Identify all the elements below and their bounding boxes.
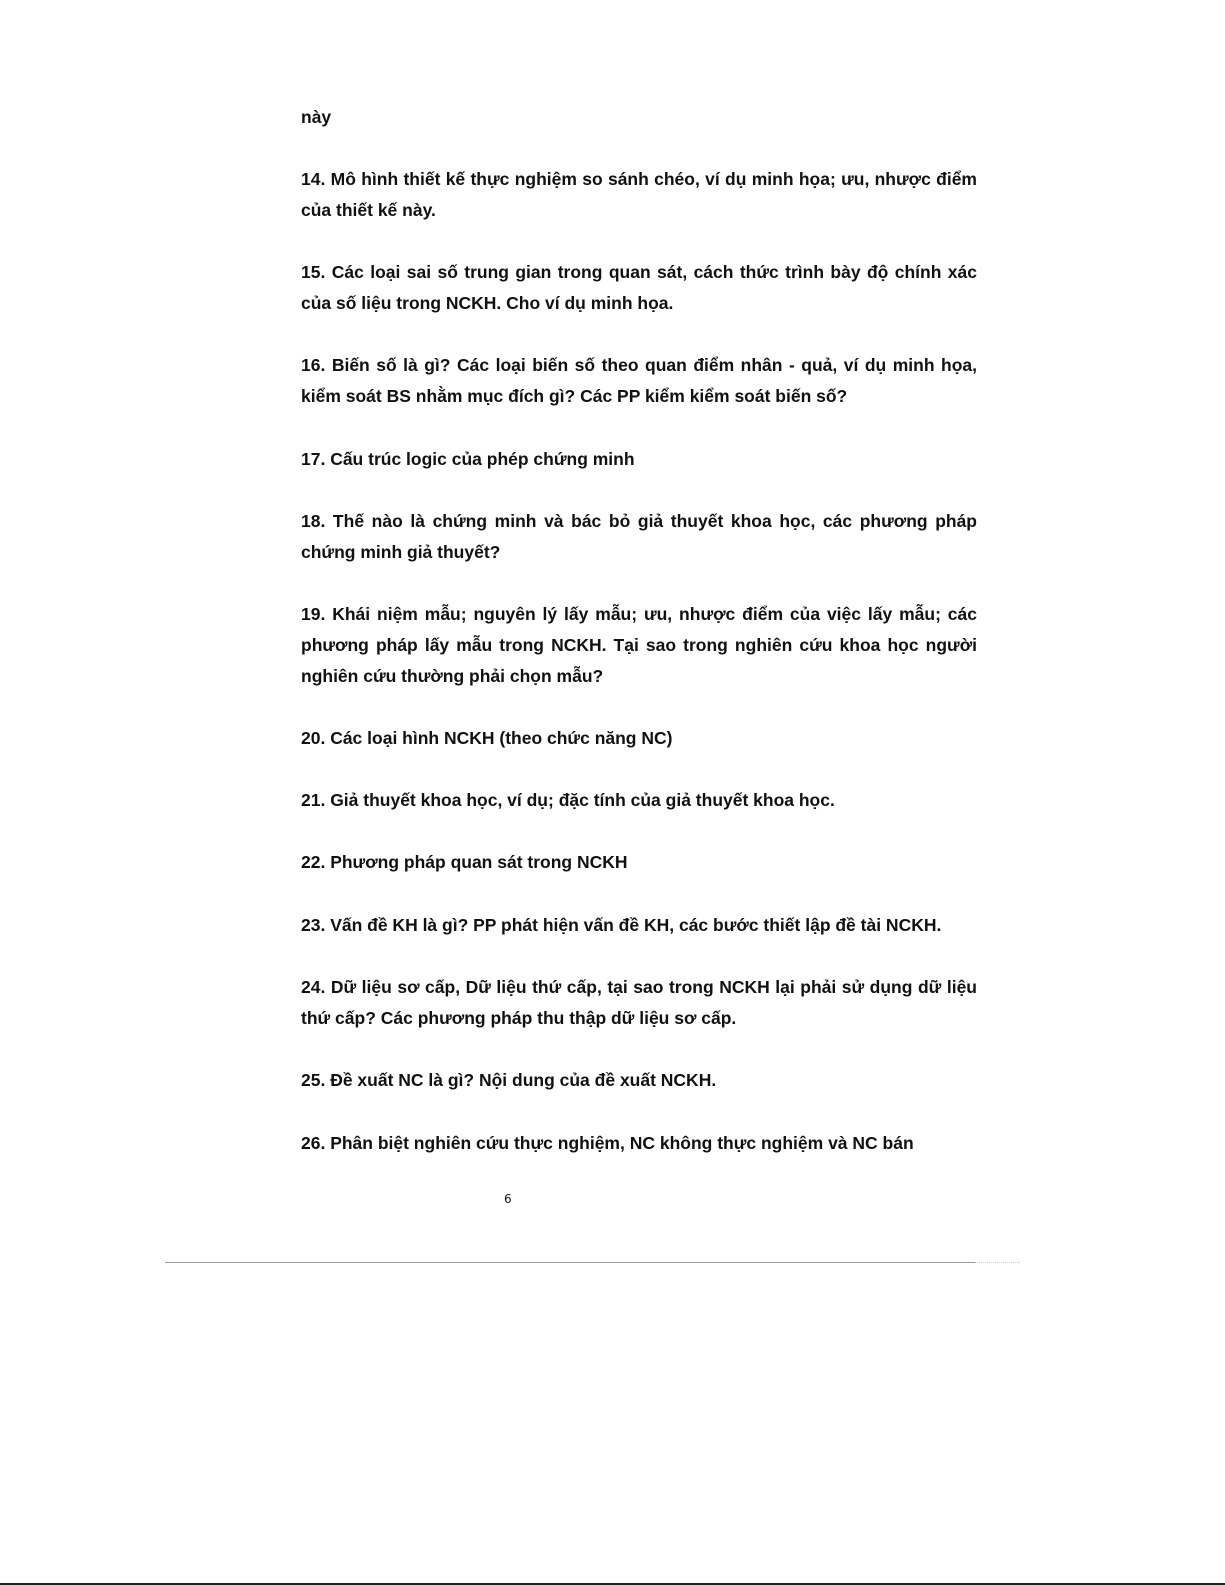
question-21: 21. Giả thuyết khoa học, ví dụ; đặc tính của giả thuyết khoa học.	[301, 790, 835, 810]
question-17: 17. Cấu trúc logic của phép chứng minh	[301, 449, 635, 469]
question-15: 15. Các loại sai số trung gian trong quan sát, cách thức trình bày độ chính xác của số liệu trong NCKH. Cho ví dụ minh họa.	[301, 262, 977, 313]
question-16: 16. Biến số là gì? Các loại biến số theo quan điểm nhân - quả, ví dụ minh họa, kiểm soát BS nhằm mục đích gì? Các PP kiểm kiểm soát biến số?	[301, 355, 977, 406]
question-18: 18. Thế nào là chứng minh và bác bỏ giả thuyết khoa học, các phương pháp chứng minh giả thuyết?	[301, 511, 977, 562]
question-19: 19. Khái niệm mẫu; nguyên lý lấy mẫu; ưu, nhược điểm của việc lấy mẫu; các phương pháp lấy mẫu trong NCKH. Tại sao trong nghiên cứu khoa học người nghiên cứu thường phải chọn mẫu?	[301, 604, 977, 686]
paragraph-continuation: này	[301, 107, 332, 127]
page-divider	[165, 1262, 975, 1263]
page-number: 6	[504, 1192, 512, 1206]
question-14: 14. Mô hình thiết kế thực nghiệm so sánh chéo, ví dụ minh họa; ưu, nhược điểm của thiết kế này.	[301, 169, 977, 220]
question-24: 24. Dữ liệu sơ cấp, Dữ liệu thứ cấp, tại sao trong NCKH lại phải sử dụng dữ liệu thứ cấp? Các phương pháp thu thập dữ liệu sơ cấp.	[301, 977, 977, 1028]
question-23: 23. Vấn đề KH là gì? PP phát hiện vấn đề KH, các bước thiết lập đề tài NCKH.	[301, 915, 942, 935]
question-20: 20. Các loại hình NCKH (theo chức năng NC)	[301, 728, 673, 748]
page-divider-tail	[975, 1262, 1020, 1263]
question-22: 22. Phương pháp quan sát trong NCKH	[301, 852, 628, 872]
question-26: 26. Phân biệt nghiên cứu thực nghiệm, NC không thực nghiệm và NC bán	[301, 1133, 914, 1153]
question-25: 25. Đề xuất NC là gì? Nội dung của đề xuất NCKH.	[301, 1070, 717, 1090]
